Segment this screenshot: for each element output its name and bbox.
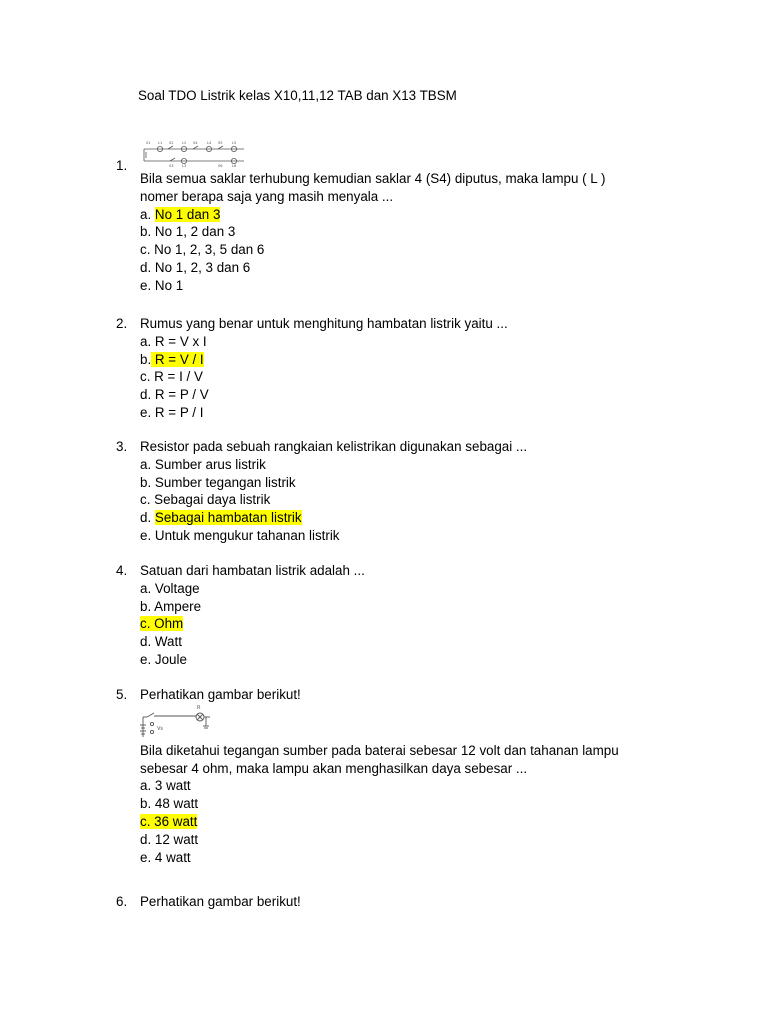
question-number: 5. <box>116 687 128 702</box>
answer-option <box>140 404 660 422</box>
option-letter: a. <box>140 333 152 349</box>
option-letter: b. <box>140 224 152 240</box>
option-letter: c. <box>140 492 151 508</box>
option-text: 4 watt <box>154 849 191 865</box>
option-text: No 1, 2, 3 dan 6 <box>154 259 251 275</box>
figure-label: S4 <box>193 141 198 145</box>
option-text: R = I / V <box>154 369 203 385</box>
answer-option <box>140 795 660 813</box>
option-letter: c. <box>140 242 151 258</box>
question-text: nomer berapa saja yang masih menyala ... <box>140 188 394 204</box>
answer-option <box>140 368 660 386</box>
answer-option <box>140 333 660 351</box>
question-intro: Perhatikan gambar berikut! <box>140 894 301 909</box>
option-letter: a. <box>140 580 152 596</box>
option-letter: e. <box>140 849 152 865</box>
option-letter: c. <box>140 369 151 385</box>
figure-label: S5 <box>218 141 223 145</box>
answer-option <box>140 474 660 492</box>
figure-label: Vs <box>157 725 164 732</box>
option-letter: e. <box>140 277 152 293</box>
answer-option <box>140 831 660 849</box>
option-letter: a. <box>140 778 152 794</box>
option-text: R = V / I <box>154 351 204 367</box>
option-letter: c. <box>140 813 151 829</box>
question-text: Bila semua saklar terhubung kemudian saklar 4 (S4) diputus, maka lampu ( L ) <box>140 171 606 186</box>
answer-option <box>140 491 660 509</box>
question-text: Bila diketahui tegangan sumber pada baterai sebesar 12 volt dan tahanan lampu <box>140 742 619 758</box>
option-text: 48 watt <box>154 796 199 812</box>
option-text: Joule <box>154 651 187 667</box>
question-number: 2. <box>116 316 128 331</box>
option-text: No 1, 2, 3, 5 dan 6 <box>154 242 265 258</box>
figure-label: S3 <box>169 164 174 168</box>
option-letter: d. <box>140 259 152 275</box>
figure-label: L4 <box>207 141 212 145</box>
option-text: Ohm <box>154 616 184 632</box>
option-text: 36 watt <box>154 813 198 829</box>
option-text: No 1 <box>154 277 184 293</box>
option-text: Untuk mengukur tahanan listrik <box>154 527 340 543</box>
answer-option <box>140 386 660 404</box>
option-text: Watt <box>154 634 182 650</box>
option-letter: d. <box>140 510 152 526</box>
question-text: sebesar 4 ohm, maka lampu akan menghasilkan daya sebesar ... <box>140 760 528 776</box>
option-text: 3 watt <box>154 778 191 794</box>
option-text: Sebagai hambatan listrik <box>154 510 302 526</box>
figure-label: S2 <box>169 141 174 145</box>
question-text: Satuan dari hambatan listrik adalah ... <box>140 563 365 578</box>
question-intro: Perhatikan gambar berikut! <box>140 687 301 702</box>
answer-option <box>140 509 660 527</box>
option-text: No 1 dan 3 <box>154 206 221 222</box>
option-text: R = P / I <box>154 404 204 420</box>
option-text: Sumber tegangan listrik <box>154 474 296 490</box>
answer-option <box>140 633 660 651</box>
option-letter: b. <box>140 474 152 490</box>
answer-option <box>140 351 660 369</box>
figure-label: S6 <box>218 164 223 168</box>
question-number: 6. <box>116 894 128 909</box>
option-letter: a. <box>140 206 152 222</box>
answer-option <box>140 259 660 277</box>
answer-option <box>140 456 660 474</box>
option-text: R = P / V <box>154 387 209 403</box>
document-title: Soal TDO Listrik kelas X10,11,12 TAB dan X13 TBSM <box>138 88 457 103</box>
option-letter: e. <box>140 404 152 420</box>
question-number: 4. <box>116 563 128 578</box>
option-text: R = V x I <box>154 333 207 349</box>
question-number: 1. <box>116 158 128 173</box>
switch-lamp-circuit-figure <box>140 140 250 168</box>
figure-label: L5 <box>232 141 237 145</box>
option-text: No 1, 2 dan 3 <box>154 224 236 240</box>
figure-label: L1 <box>158 141 163 145</box>
option-letter: d. <box>140 634 152 650</box>
answer-option <box>140 241 660 259</box>
answer-option <box>140 813 660 831</box>
figure-label: L2 <box>182 141 187 145</box>
question-number: 3. <box>116 439 128 454</box>
option-letter: b. <box>140 796 152 812</box>
answer-option <box>140 849 660 867</box>
figure-label: S1 <box>146 141 151 145</box>
option-letter: c. <box>140 616 151 632</box>
option-text: Voltage <box>154 580 200 596</box>
answer-option <box>140 777 660 795</box>
answer-option <box>140 615 660 633</box>
option-letter: d. <box>140 387 152 403</box>
answer-option <box>140 580 660 598</box>
option-letter: b. <box>140 351 152 367</box>
option-letter: b. <box>140 598 152 614</box>
answer-option <box>140 651 660 669</box>
question-text: Resistor pada sebuah rangkaian kelistrikan digunakan sebagai ... <box>140 439 528 454</box>
option-letter: e. <box>140 527 152 543</box>
figure-label: R <box>197 704 201 711</box>
figure-label: L3 <box>182 164 187 168</box>
option-letter: a. <box>140 456 152 472</box>
answer-option <box>140 206 660 224</box>
option-letter: e. <box>140 651 152 667</box>
question-text: Rumus yang benar untuk menghitung hambatan listrik yaitu ... <box>140 316 508 331</box>
option-text: Sebagai daya listrik <box>154 492 271 508</box>
battery-lamp-circuit-figure <box>140 704 220 740</box>
option-text: Sumber arus listrik <box>154 456 266 472</box>
figure-label: L6 <box>232 164 237 168</box>
option-text: 12 watt <box>154 831 199 847</box>
answer-option <box>140 277 660 295</box>
option-text: Ampere <box>154 598 202 614</box>
answer-option <box>140 527 660 545</box>
option-letter: d. <box>140 831 152 847</box>
answer-option <box>140 598 660 616</box>
answer-option <box>140 223 660 241</box>
